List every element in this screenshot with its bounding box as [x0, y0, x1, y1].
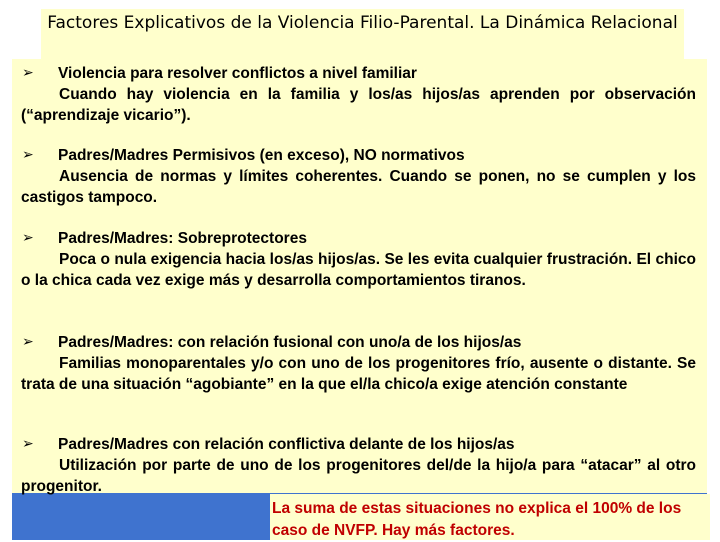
section-heading	[21, 145, 696, 166]
section-heading	[21, 228, 696, 249]
section-body: Poca o nula exigencia hacia los/as hijos/as. Se les evita cualquier frustración. El chico o la chica cada vez exige más y desarrolla comportamientos tiranos.	[21, 251, 696, 289]
arrow-bullet-icon: ➢	[22, 436, 34, 452]
section-permissive-parents	[21, 145, 696, 208]
section-heading-text: Padres/Madres Permisivos (en exceso), NO normativos	[58, 147, 465, 164]
page-title: Factores Explicativos de la Violencia Filio-Parental. La Dinámica Relacional	[47, 13, 678, 33]
section-heading	[21, 332, 696, 353]
section-heading-text: Violencia para resolver conflictos a nivel familiar	[58, 65, 417, 82]
arrow-bullet-icon: ➢	[22, 147, 34, 163]
arrow-bullet-icon: ➢	[22, 65, 34, 81]
section-fusional-relationship	[21, 332, 696, 395]
arrow-bullet-icon: ➢	[22, 230, 34, 246]
section-heading-text: Padres/Madres con relación conflictiva delante de los hijos/as	[58, 436, 515, 453]
footnote-callout: La suma de estas situaciones no explica el 100% de los caso de NVFP. Hay más factores.	[270, 494, 710, 540]
content-panel	[12, 59, 707, 493]
section-heading-text: Padres/Madres: con relación fusional con uno/a de los hijos/as	[58, 334, 522, 351]
section-body: Ausencia de normas y límites coherentes. Cuando se ponen, no se cumplen y los castigos tampoco.	[21, 168, 696, 206]
arrow-bullet-icon: ➢	[22, 334, 34, 350]
section-overprotective-parents	[21, 228, 696, 291]
section-heading	[21, 434, 696, 455]
section-conflictive-relationship	[21, 434, 696, 497]
section-heading	[21, 63, 696, 84]
section-body: Cuando hay violencia en la familia y los/as hijos/as aprenden por observación (“aprendizaje vicario”).	[21, 86, 696, 124]
section-body: Utilización por parte de uno de los progenitores del/de la hijo/a para “atacar” al otro progenitor.	[21, 457, 696, 495]
section-heading-text: Padres/Madres: Sobreprotectores	[58, 230, 307, 247]
section-body: Familias monoparentales y/o con uno de los progenitores frío, ausente o distante. Se trata de una situación “agobiante” en la que el/la chico/a exige atención constante	[21, 355, 696, 393]
section-violence-conflicts	[21, 63, 696, 126]
